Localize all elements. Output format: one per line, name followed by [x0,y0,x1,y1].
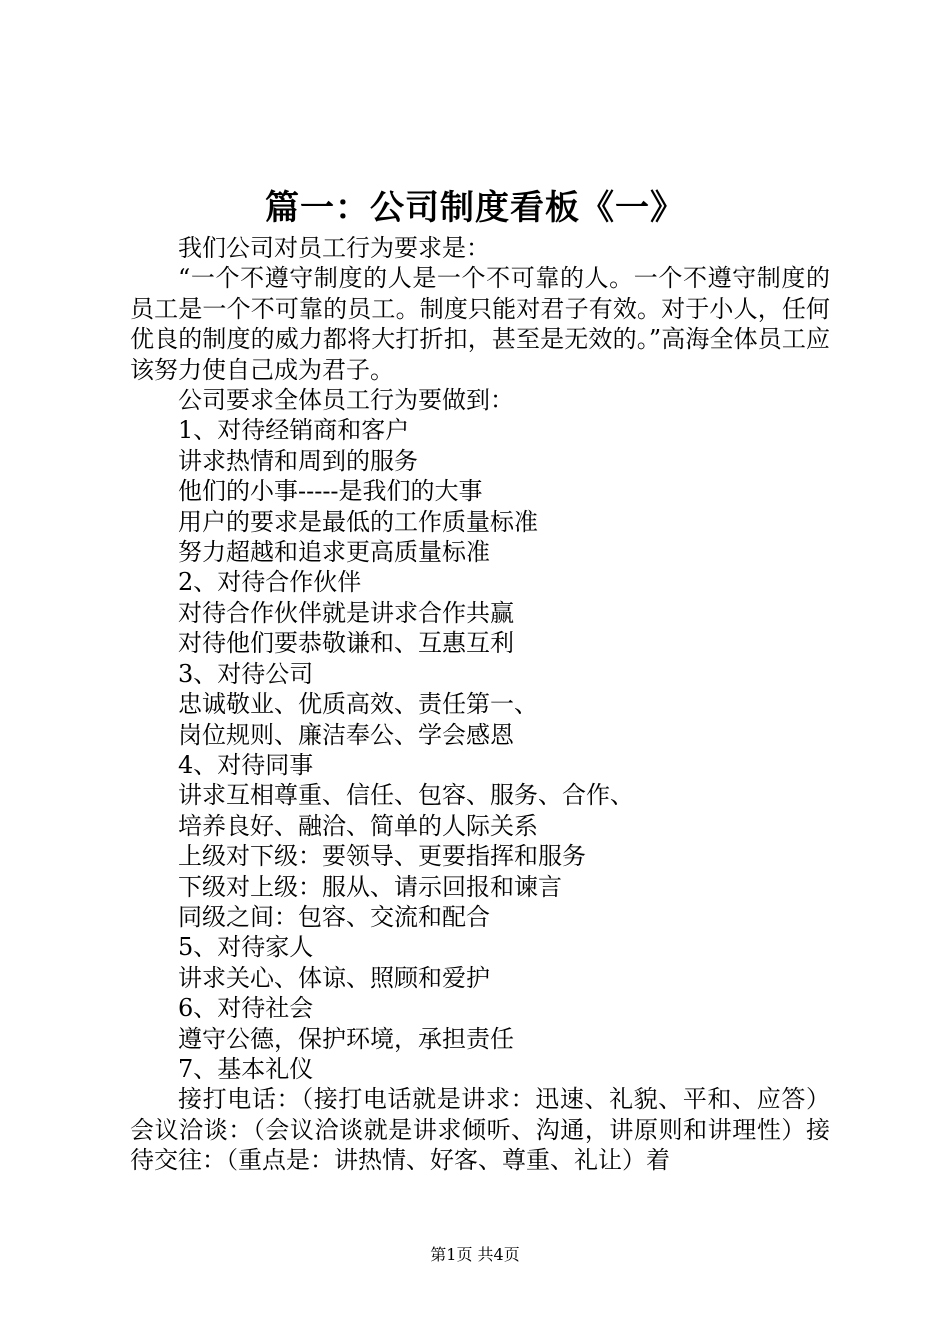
body-line: 岗位规则、廉洁奉公、学会感恩 [178,720,514,749]
body-line: 遵守公德，保护环境，承担责任 [178,1024,514,1053]
body-line: 3、对待公司 [178,659,314,688]
body-line: 6、对待社会 [178,994,314,1023]
intro-paragraph: 我们公司对员工行为要求是： [178,234,490,262]
body-line: 他们的小事-----是我们的大事 [178,477,483,506]
body-line: 努力超越和追求更高质量标准 [178,538,490,567]
document-title: 篇一：公司制度看板《一》 [265,188,685,228]
body-line: 2、对待合作伙伴 [178,568,362,597]
body-line: 用户的要求是最低的工作质量标准 [178,507,538,536]
body-line: 上级对下级：要领导、更要指挥和服务 [178,842,586,871]
document-body [130,233,830,1176]
body-line: 同级之间：包容、交流和配合 [178,902,490,931]
body-line: 1、对待经销商和客户 [178,416,410,445]
body-line: 对待他们要恭敬谦和、互惠互利 [178,629,514,658]
closing-paragraph: 接打电话：（接打电话就是讲求：迅速、礼貌、平和、应答）会议洽谈：（会议洽谈就是讲求倾听、沟通，讲原则和讲理性）接待交往：（重点是：讲热情、好客、尊重、礼让）着 [130,1085,830,1175]
body-line: 讲求互相尊重、信任、包容、服务、合作、 [178,781,634,810]
page-footer: 第1页 共4页 [430,1245,520,1264]
body-line: 4、对待同事 [178,750,314,779]
body-line: 培养良好、融洽、简单的人际关系 [178,811,538,840]
body-line: 对待合作伙伴就是讲求合作共赢 [178,598,514,627]
requirement-heading: 公司要求全体员工行为要做到： [178,386,514,415]
body-line: 下级对上级：服从、请示回报和谏言 [178,872,562,901]
quote-paragraph: “一个不遵守制度的人是一个不可靠的人。一个不遵守制度的员工是一个不可靠的员工。制度只能对君子有效。对于小人，任何优良的制度的威力都将大打折扣，甚至是无效的。”高海全体员工应该努力使自己成为君子。 [130,264,830,384]
body-line: 讲求关心、体谅、照顾和爱护 [178,963,490,992]
body-line: 讲求热情和周到的服务 [178,446,418,475]
body-line: 忠诚敬业、优质高效、责任第一、 [178,690,538,719]
body-line: 7、基本礼仪 [178,1054,314,1083]
body-line: 5、对待家人 [178,933,314,962]
